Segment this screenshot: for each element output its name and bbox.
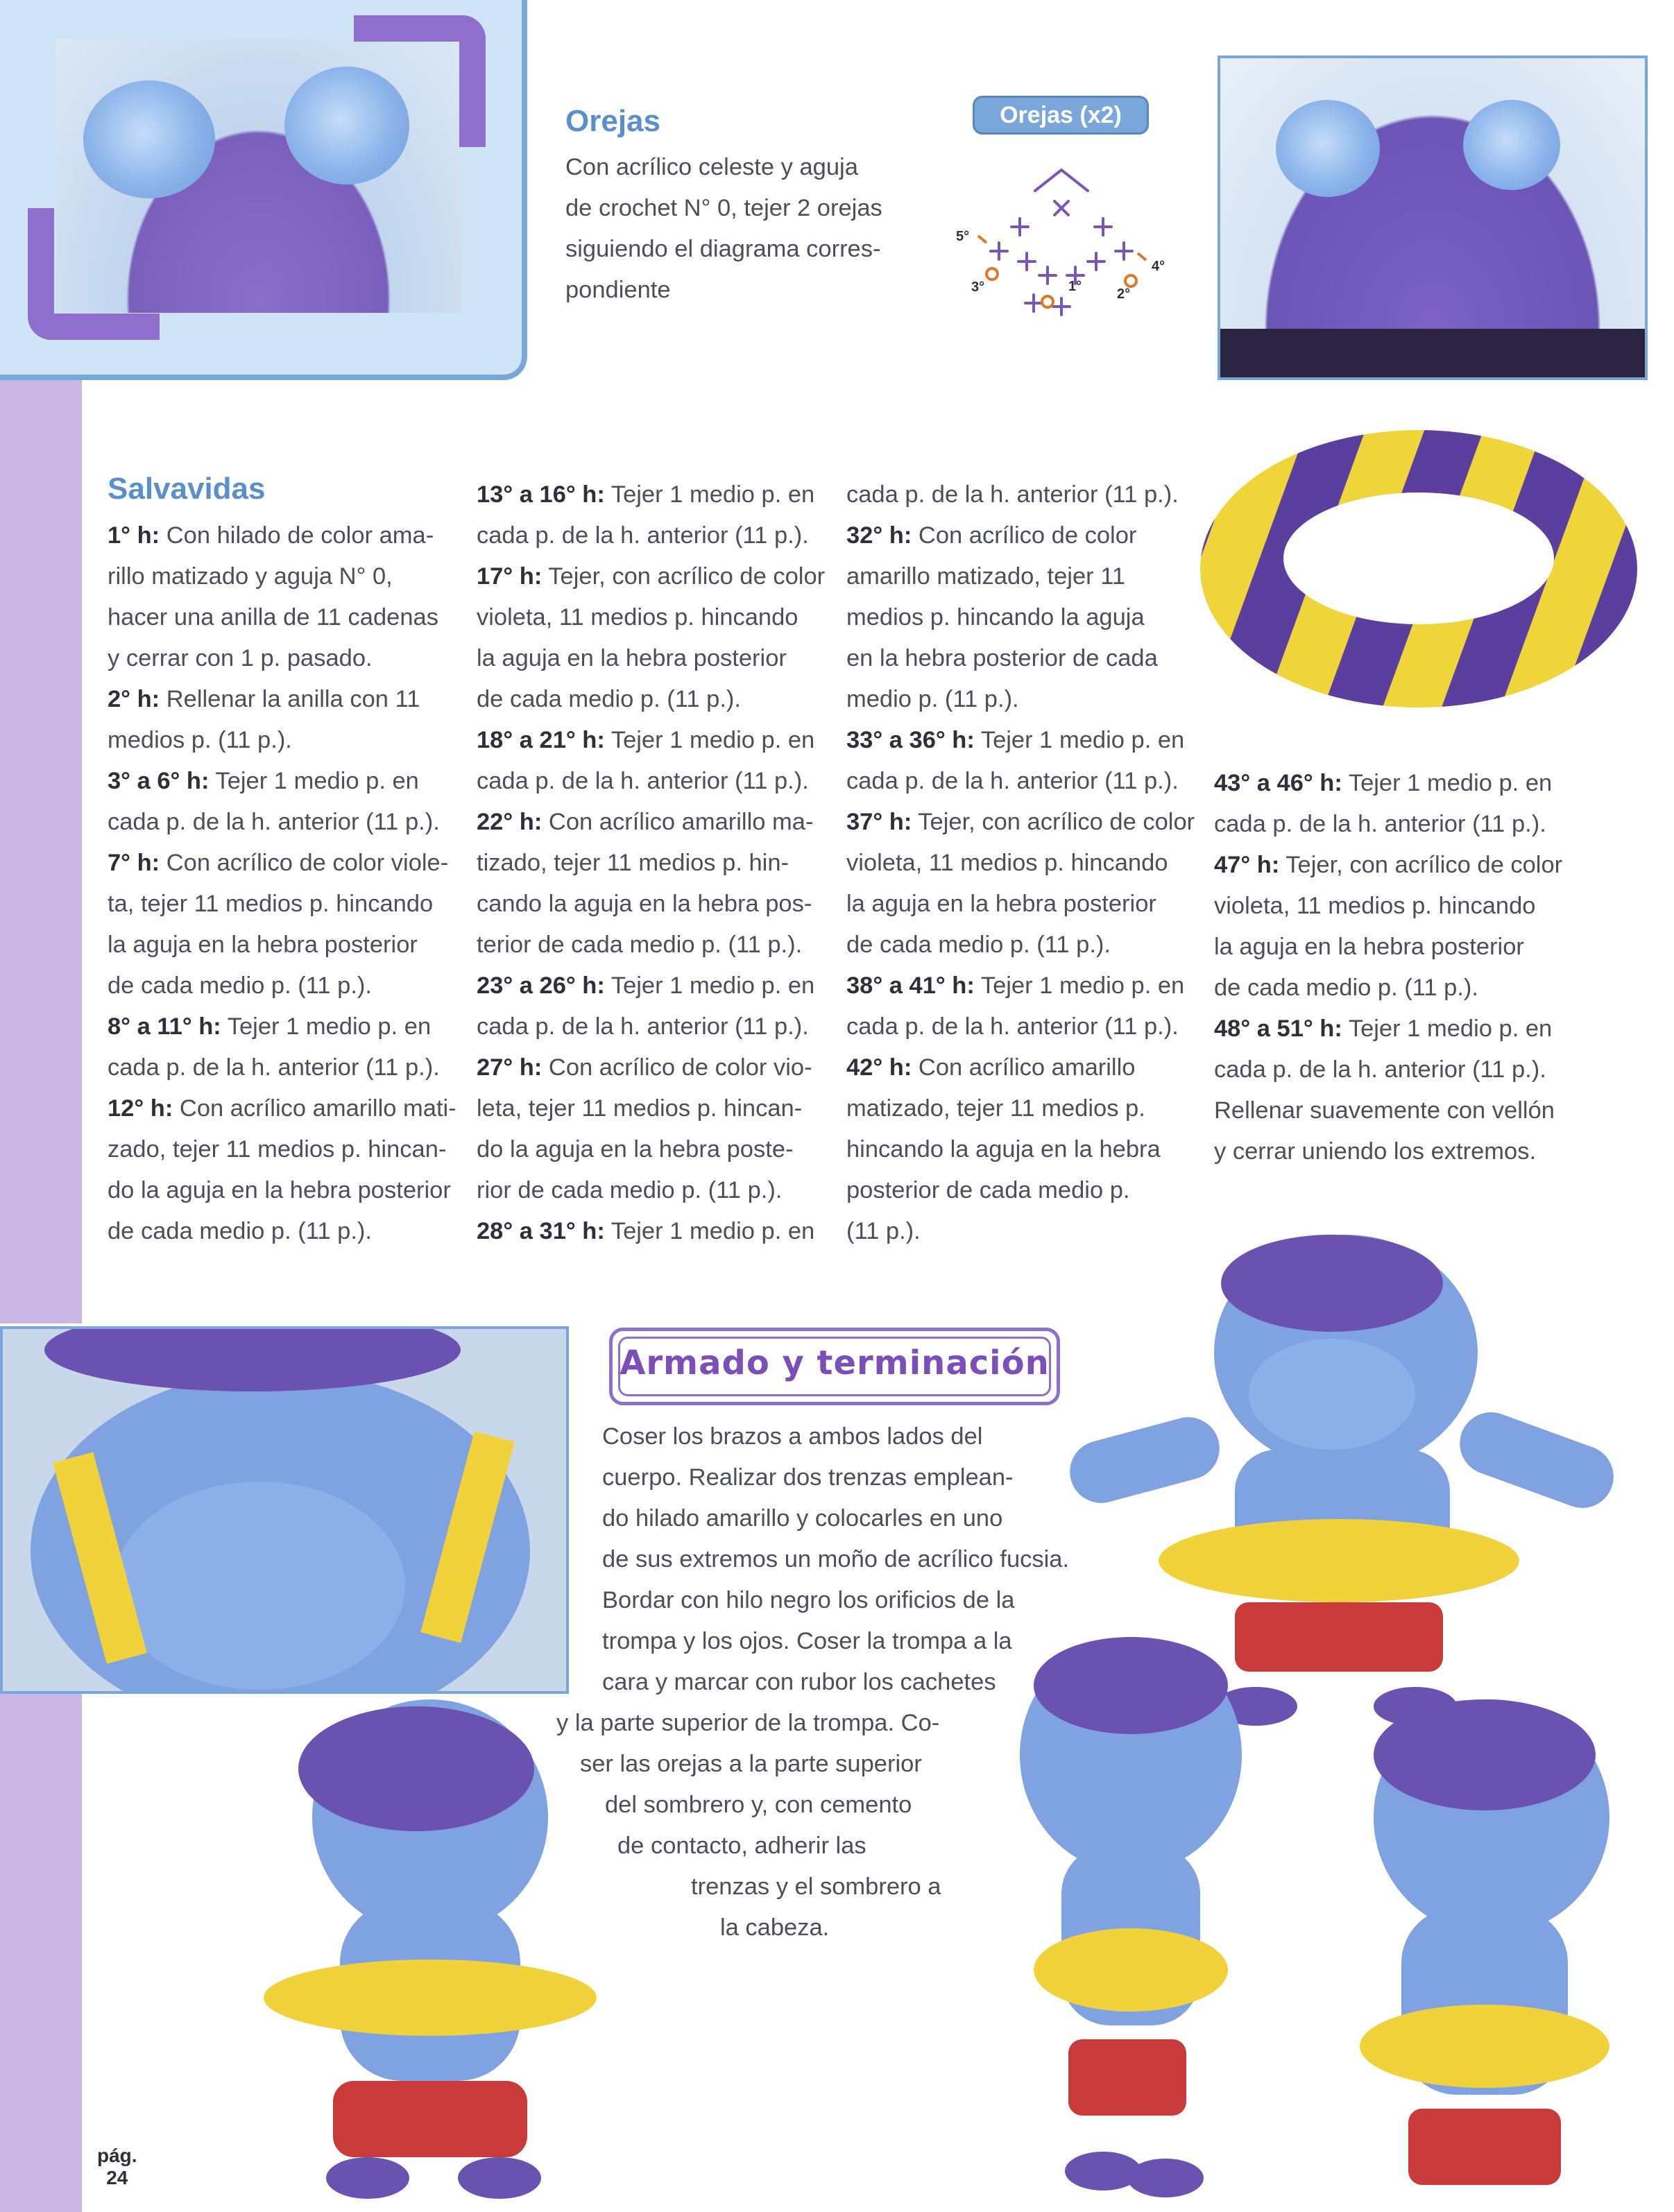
instruction-line — [108, 1088, 468, 1129]
row-text: Tejer 1 medio p. en — [604, 727, 815, 753]
instruction-line — [846, 556, 1207, 597]
armado-line: y la parte superior de la trompa. Co- — [556, 1710, 940, 1736]
instruction-line — [108, 1006, 468, 1047]
row-text: violeta, 11 medios p. hincando — [477, 604, 798, 631]
instruction-line — [108, 515, 468, 556]
salvavidas-title: Salvavidas — [108, 472, 266, 506]
row-text: Rellenar la anilla con 11 — [160, 686, 420, 712]
instruction-line — [108, 761, 468, 802]
orejas-line: siguiendo el diagrama corres- — [565, 236, 881, 262]
instruction-line — [477, 638, 837, 679]
row-text: de cada medio p. (11 p.). — [477, 686, 741, 712]
orejas-instructions — [565, 147, 882, 311]
instruction-line — [477, 966, 837, 1006]
instruction-line — [846, 720, 1207, 761]
row-text: medios p. hincando la aguja — [846, 604, 1145, 631]
row-text: Tejer 1 medio p. en — [604, 972, 815, 999]
row-text: la aguja en la hebra posterior — [477, 645, 787, 671]
row-text: Tejer 1 medio p. en — [974, 972, 1185, 999]
instruction-line — [846, 597, 1207, 638]
row-text: do la aguja en la hebra posterior — [108, 1177, 451, 1203]
instruction-line — [846, 1088, 1207, 1129]
photo-frame-corner-top-right — [354, 15, 486, 147]
armado-title: Armado y terminación — [620, 1344, 1050, 1382]
row-text: Con hilado de color ama- — [160, 522, 434, 549]
instruction-line — [108, 1129, 468, 1170]
instruction-line — [108, 1170, 468, 1211]
row-text: Tejer 1 medio p. en — [604, 481, 815, 508]
instruction-line — [1214, 1090, 1575, 1131]
row-text: ta, tejer 11 medios p. hincando — [108, 891, 434, 917]
row-label: 32° h: — [846, 522, 912, 549]
life-ring-photo — [1193, 416, 1644, 721]
instruction-line — [846, 1006, 1207, 1047]
instruction-line — [108, 966, 468, 1006]
row-label: 23° a 26° h: — [477, 972, 605, 999]
instruction-line — [477, 925, 837, 966]
row-label: 3° a 6° h: — [108, 768, 210, 794]
row-label: 13° a 16° h: — [477, 481, 605, 508]
row-text: Tejer, con acrílico de color — [912, 809, 1195, 835]
instruction-line — [477, 843, 837, 884]
armado-line: do hilado amarillo y colocarles en uno — [602, 1505, 1003, 1532]
row-label: 2° h: — [108, 686, 160, 712]
orejas-line: pondiente — [565, 277, 671, 303]
instruction-line — [1214, 886, 1575, 927]
row-text: violeta, 11 medios p. hincando — [1214, 893, 1536, 919]
instruction-line — [477, 1170, 837, 1211]
armado-section-header — [609, 1328, 1060, 1405]
row-text: de cada medio p. (11 p.). — [108, 1218, 372, 1244]
row-text: Tejer, con acrílico de color — [1279, 852, 1563, 878]
row-text: Tejer 1 medio p. en — [1342, 1015, 1553, 1042]
instruction-line — [108, 1211, 468, 1252]
orejas-title: Orejas — [565, 104, 660, 138]
instruction-line — [108, 679, 468, 720]
row-text: matizado, tejer 11 medios p. — [846, 1095, 1145, 1122]
row-text: terior de cada medio p. (11 p.). — [477, 932, 803, 958]
row-text: Rellenar suavemente con vellón — [1214, 1097, 1555, 1124]
row-label: 28° a 31° h: — [477, 1218, 605, 1244]
salvavidas-column-4 — [1214, 763, 1575, 1172]
row-label: 8° a 11° h: — [108, 1013, 221, 1040]
row-text: medio p. (11 p.). — [846, 686, 1019, 712]
instruction-line — [846, 966, 1207, 1006]
instruction-line — [108, 638, 468, 679]
instruction-line — [846, 679, 1207, 720]
row-text: la aguja en la hebra posterior — [108, 932, 418, 958]
row-text: (11 p.). — [846, 1218, 921, 1244]
row-text: Tejer 1 medio p. en — [604, 1218, 815, 1244]
row-text: Tejer 1 medio p. en — [1342, 770, 1553, 796]
row-text: Con acrílico amarillo ma- — [542, 809, 814, 835]
instruction-line — [846, 802, 1207, 843]
row-text: hincando la aguja en la hebra — [846, 1136, 1161, 1163]
page-number — [97, 2145, 137, 2189]
instruction-line — [846, 884, 1207, 925]
instruction-line — [477, 1129, 837, 1170]
instruction-line — [1214, 968, 1575, 1009]
row-text: en la hebra posterior de cada — [846, 645, 1158, 671]
row-text: cando la aguja en la hebra pos- — [477, 891, 812, 917]
instruction-line — [477, 1006, 837, 1047]
row-text: cada p. de la h. anterior (11 p.). — [108, 809, 440, 835]
orejas-line: de crochet N° 0, tejer 2 orejas — [565, 195, 882, 221]
orejas-diagram-badge: Orejas (x2) — [973, 96, 1149, 135]
instruction-line — [846, 1047, 1207, 1088]
row-text: Tejer 1 medio p. en — [221, 1013, 432, 1040]
hat-with-ears-photo — [1218, 55, 1648, 380]
armado-line: trenzas y el sombrero a — [691, 1874, 941, 1900]
row-text: Con acrílico de color — [912, 522, 1137, 549]
row-text: de cada medio p. (11 p.). — [846, 932, 1111, 958]
instruction-line — [477, 597, 837, 638]
row-label: 33° a 36° h: — [846, 727, 975, 753]
instruction-line — [477, 1088, 837, 1129]
instruction-line — [108, 884, 468, 925]
row-text: y cerrar con 1 p. pasado. — [108, 645, 373, 671]
row-label: 37° h: — [846, 809, 912, 835]
instruction-line — [108, 1047, 468, 1088]
row-text: cada p. de la h. anterior (11 p.). — [846, 1013, 1179, 1040]
row-label: 27° h: — [477, 1054, 543, 1081]
instruction-line — [846, 925, 1207, 966]
row-text: cada p. de la h. anterior (11 p.). — [477, 768, 809, 794]
row-text: rillo matizado y aguja N° 0, — [108, 563, 393, 590]
row-text: de cada medio p. (11 p.). — [108, 972, 372, 999]
diagram-row-label: 1° — [1068, 279, 1082, 294]
row-text: posterior de cada medio p. — [846, 1177, 1130, 1203]
instruction-line — [846, 515, 1207, 556]
row-label: 1° h: — [108, 522, 160, 549]
row-label: 18° a 21° h: — [477, 727, 605, 753]
row-text: hacer una anilla de 11 cadenas — [108, 604, 438, 631]
row-label: 47° h: — [1214, 852, 1280, 878]
row-text: violeta, 11 medios p. hincando — [846, 850, 1168, 876]
row-label: 42° h: — [846, 1054, 912, 1081]
instruction-line — [477, 761, 837, 802]
row-text: Con acrílico de color viole- — [160, 850, 449, 876]
armado-line: Bordar con hilo negro los orificios de la — [602, 1587, 1015, 1613]
instruction-line — [477, 515, 837, 556]
instruction-line — [108, 802, 468, 843]
instruction-line — [477, 1211, 837, 1252]
hippo-back-view-photo — [194, 1692, 708, 2206]
instruction-line — [477, 720, 837, 761]
row-text: Tejer 1 medio p. en — [974, 727, 1185, 753]
salvavidas-column-1 — [108, 515, 468, 1252]
diagram-row-label: 3° — [971, 280, 985, 295]
instruction-line — [108, 556, 468, 597]
row-text: de cada medio p. (11 p.). — [1214, 975, 1478, 1001]
salvavidas-column-2 — [477, 474, 837, 1252]
instruction-line — [1214, 804, 1575, 845]
armado-line: de sus extremos un moño de acrílico fucsia. — [602, 1546, 1070, 1572]
row-text: cada p. de la h. anterior (11 p.). — [1214, 1056, 1546, 1083]
hippo-face-closeup-photo — [0, 1326, 569, 1694]
page-number-value: 24 — [106, 2167, 128, 2188]
instruction-line — [108, 720, 468, 761]
row-text: rior de cada medio p. (11 p.). — [477, 1177, 783, 1203]
armado-line: trompa y los ojos. Coser la trompa a la — [602, 1628, 1012, 1654]
row-label: 22° h: — [477, 809, 543, 835]
diagram-row-label: 4° — [1152, 259, 1165, 274]
instruction-line — [477, 884, 837, 925]
row-text: cada p. de la h. anterior (11 p.). — [846, 481, 1179, 508]
armado-line: la cabeza. — [720, 1914, 830, 1941]
instruction-line — [846, 843, 1207, 884]
row-text: cada p. de la h. anterior (11 p.). — [477, 522, 809, 549]
row-text: do la aguja en la hebra poste- — [477, 1136, 794, 1163]
instruction-line — [1214, 1009, 1575, 1049]
instruction-line — [477, 556, 837, 597]
hippo-back-side-view-photo — [1318, 1679, 1651, 2212]
instruction-line — [108, 843, 468, 884]
photo-frame-corner-bottom-left — [28, 208, 160, 340]
page-label: pág. — [97, 2145, 137, 2166]
instruction-line — [1214, 1131, 1575, 1172]
row-text: Con acrílico de color vio- — [542, 1054, 812, 1081]
armado-line: cuerpo. Realizar dos trenzas emplean- — [602, 1464, 1014, 1491]
row-text: y cerrar uniendo los extremos. — [1214, 1138, 1537, 1165]
ear-crochet-diagram — [950, 163, 1179, 329]
row-text: Tejer 1 medio p. en — [209, 768, 419, 794]
row-label: 48° a 51° h: — [1214, 1015, 1342, 1042]
row-text: cada p. de la h. anterior (11 p.). — [477, 1013, 809, 1040]
armado-line: cara y marcar con rubor los cachetes — [602, 1669, 996, 1695]
instruction-line — [477, 1047, 837, 1088]
row-text: leta, tejer 11 medios p. hincan- — [477, 1095, 803, 1122]
armado-line: de contacto, adherir las — [617, 1833, 866, 1859]
instruction-line — [1214, 1049, 1575, 1090]
left-decorative-band — [0, 380, 82, 1323]
hippo-side-view-photo — [937, 1623, 1283, 2206]
row-text: Con acrílico amarillo — [912, 1054, 1136, 1081]
row-label: 12° h: — [108, 1095, 173, 1122]
row-text: cada p. de la h. anterior (11 p.). — [846, 768, 1179, 794]
diagram-row-label: 2° — [1117, 286, 1131, 302]
row-text: la aguja en la hebra posterior — [846, 891, 1156, 917]
row-label: 43° a 46° h: — [1214, 770, 1342, 796]
row-text: la aguja en la hebra posterior — [1214, 934, 1524, 960]
instruction-line — [846, 638, 1207, 679]
instruction-line — [846, 1129, 1207, 1170]
row-label: 17° h: — [477, 563, 543, 590]
armado-line: del sombrero y, con cemento — [605, 1792, 912, 1818]
row-text: zado, tejer 11 medios p. hincan- — [108, 1136, 447, 1163]
row-text: tizado, tejer 11 medios p. hin- — [477, 850, 789, 876]
orejas-line: Con acrílico celeste y aguja — [565, 154, 858, 180]
instruction-line — [846, 761, 1207, 802]
instruction-line — [477, 474, 837, 515]
row-text: amarillo matizado, tejer 11 — [846, 563, 1126, 590]
row-label: 38° a 41° h: — [846, 972, 975, 999]
row-text: Con acrílico amarillo mati- — [173, 1095, 456, 1122]
row-text: Tejer, con acrílico de color — [542, 563, 826, 590]
instruction-line — [846, 474, 1207, 515]
row-text: cada p. de la h. anterior (11 p.). — [1214, 811, 1546, 837]
instruction-line — [1214, 927, 1575, 968]
armado-line: ser las orejas a la parte superior — [580, 1751, 922, 1777]
row-text: cada p. de la h. anterior (11 p.). — [108, 1054, 440, 1081]
armado-line: Coser los brazos a ambos lados del — [602, 1423, 983, 1450]
salvavidas-column-3 — [846, 474, 1207, 1252]
row-text: medios p. (11 p.). — [108, 727, 292, 753]
instruction-line — [1214, 845, 1575, 886]
row-label: 7° h: — [108, 850, 160, 876]
instruction-line — [477, 679, 837, 720]
left-decorative-band-bottom — [0, 1692, 82, 2212]
instruction-line — [108, 597, 468, 638]
diagram-row-label: 5° — [956, 229, 970, 244]
instruction-line — [108, 925, 468, 966]
instruction-line — [477, 802, 837, 843]
instruction-line — [1214, 763, 1575, 804]
